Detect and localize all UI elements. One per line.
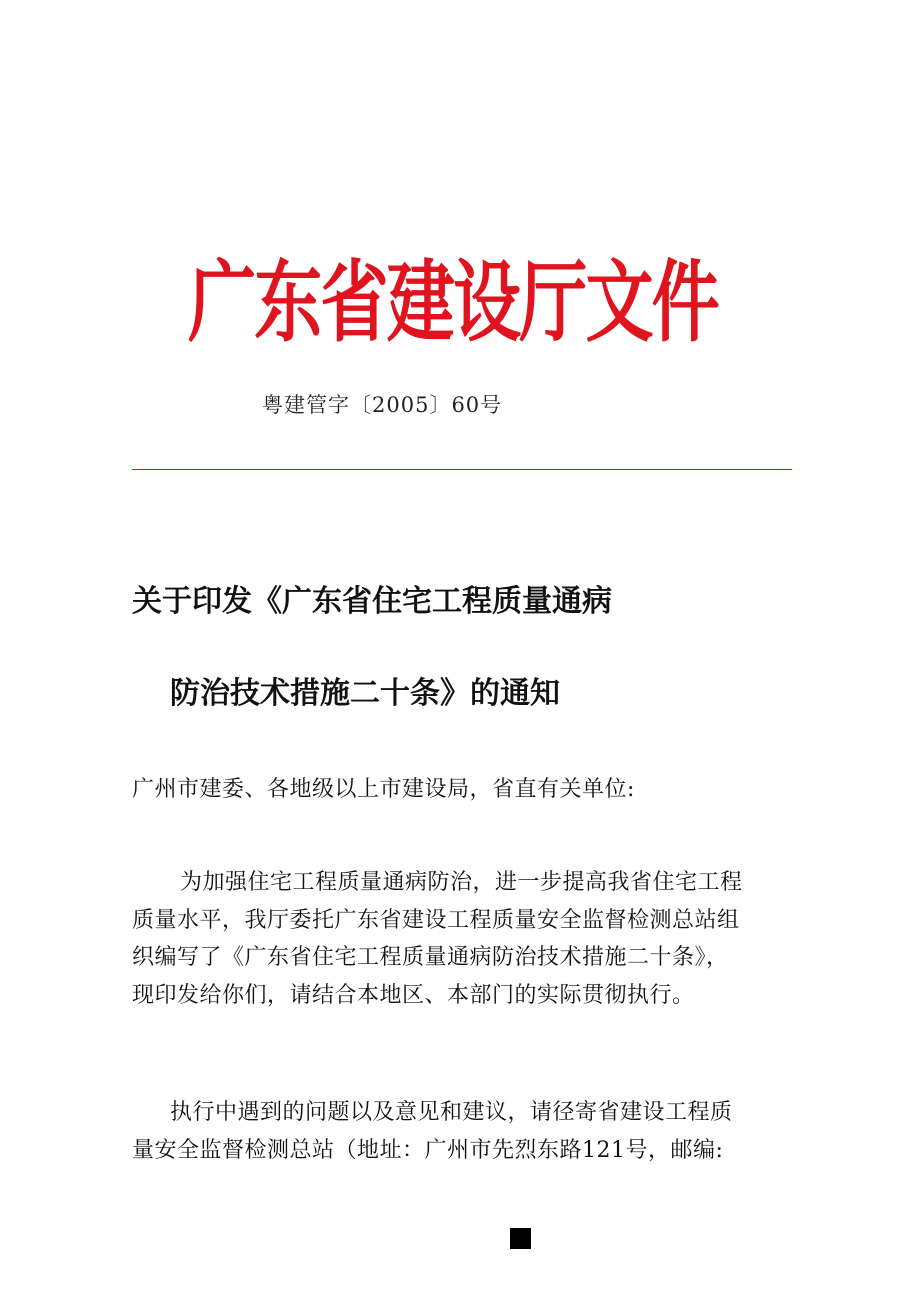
body-paragraph-1: [132, 864, 802, 1014]
paragraph-line: 织编写了《广东省住宅工程质量通病防治技术措施二十条》，: [132, 945, 729, 970]
page-marker-square: [510, 1228, 531, 1249]
subject-title-line-1: 关于印发《广东省住宅工程质量通病: [132, 584, 612, 619]
paragraph-line: 为加强住宅工程质量通病防治，进一步提高我省住宅工程: [180, 870, 743, 895]
red-divider-line: [132, 469, 792, 470]
body-paragraph-2: [132, 1094, 802, 1169]
document-number: 粤建管字〔2005〕60号: [262, 393, 503, 417]
paragraph-line: 现印发给你们，请结合本地区、本部门的实际贯彻执行。: [132, 982, 695, 1008]
paragraph-line: 质量水平，我厅委托广东省建设工程质量安全监督检测总站组: [132, 907, 740, 933]
paragraph-line: 执行中遇到的问题以及意见和建议，请径寄省建设工程质: [170, 1100, 733, 1125]
subject-title-line-2: 防治技术措施二十条》的通知: [170, 676, 560, 711]
issuer-title: 广东省建设厅文件: [188, 251, 718, 355]
salutation: 广州市建委、各地级以上市建设局，省直有关单位:: [132, 777, 635, 802]
paragraph-line: 量安全监督检测总站（地址：广州市先烈东路121号，邮编:: [132, 1137, 724, 1163]
